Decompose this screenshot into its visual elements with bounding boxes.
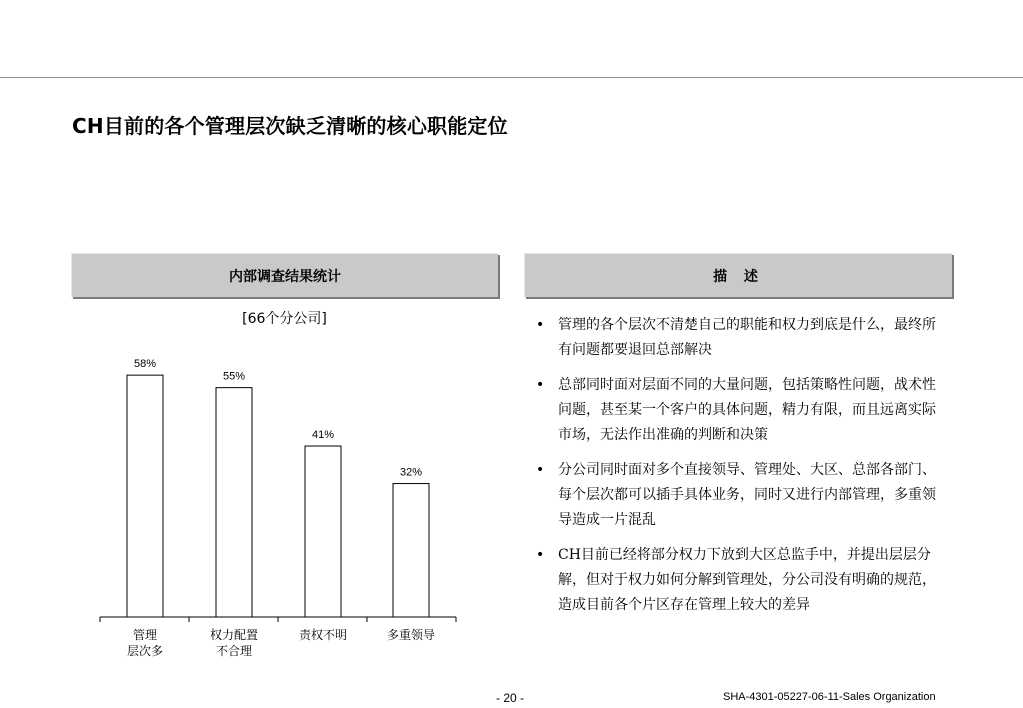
bullet-icon: • [536, 377, 545, 393]
description-text: 分公司同时面对多个直接领导、管理处、大区、总部各部门、每个层次都可以插手具体业务，同时又进行内部管理，多重领导造成一片混乱 [558, 462, 936, 528]
description-item [536, 373, 946, 448]
category-label: 不合理 [215, 644, 253, 658]
document-id: SHA-4301-05227-06-11-Sales Organization [723, 691, 936, 703]
bar [127, 375, 163, 617]
description-list [536, 313, 946, 628]
data-label: 32% [399, 466, 423, 479]
description-item [536, 543, 946, 618]
category-label: 权力配置 [209, 628, 259, 642]
page-number: - 20 - [496, 691, 525, 705]
description-panel-header: 描 述 [524, 253, 952, 297]
category-label: 责权不明 [298, 628, 348, 642]
description-text: 总部同时面对层面不同的大量问题，包括策略性问题，战术性问题，甚至某一个客户的具体问题，精力有限，而且远离实际市场，无法作出准确的判断和决策 [558, 377, 936, 443]
category-label: 管理 [132, 628, 158, 642]
bullet-icon: • [536, 462, 545, 478]
description-item [536, 458, 946, 533]
description-text: CH目前已经将部分权力下放到大区总监手中，并提出层层分解，但对于权力如何分解到管理处，分公司没有明确的规范，造成目前各个片区存在管理上较大的差异 [558, 547, 936, 613]
bar [305, 446, 341, 617]
survey-panel-header: 内部调查结果统计 [71, 253, 498, 297]
data-label: 55% [222, 370, 246, 383]
data-label: 58% [133, 358, 157, 371]
bar [216, 388, 252, 617]
description-text: 管理的各个层次不清楚自己的职能和权力到底是什么，最终所有问题都要退回总部解决 [558, 317, 936, 358]
page-title: CH目前的各个管理层次缺乏清晰的核心职能定位 [72, 114, 508, 138]
category-label: 层次多 [126, 644, 164, 658]
chart-subtitle: [66个分公司] [242, 311, 327, 327]
bar [393, 484, 429, 617]
bullet-icon: • [536, 317, 545, 333]
category-label: 多重领导 [386, 628, 436, 642]
description-item [536, 313, 946, 363]
bullet-icon: • [536, 547, 545, 563]
data-label: 41% [311, 429, 335, 442]
